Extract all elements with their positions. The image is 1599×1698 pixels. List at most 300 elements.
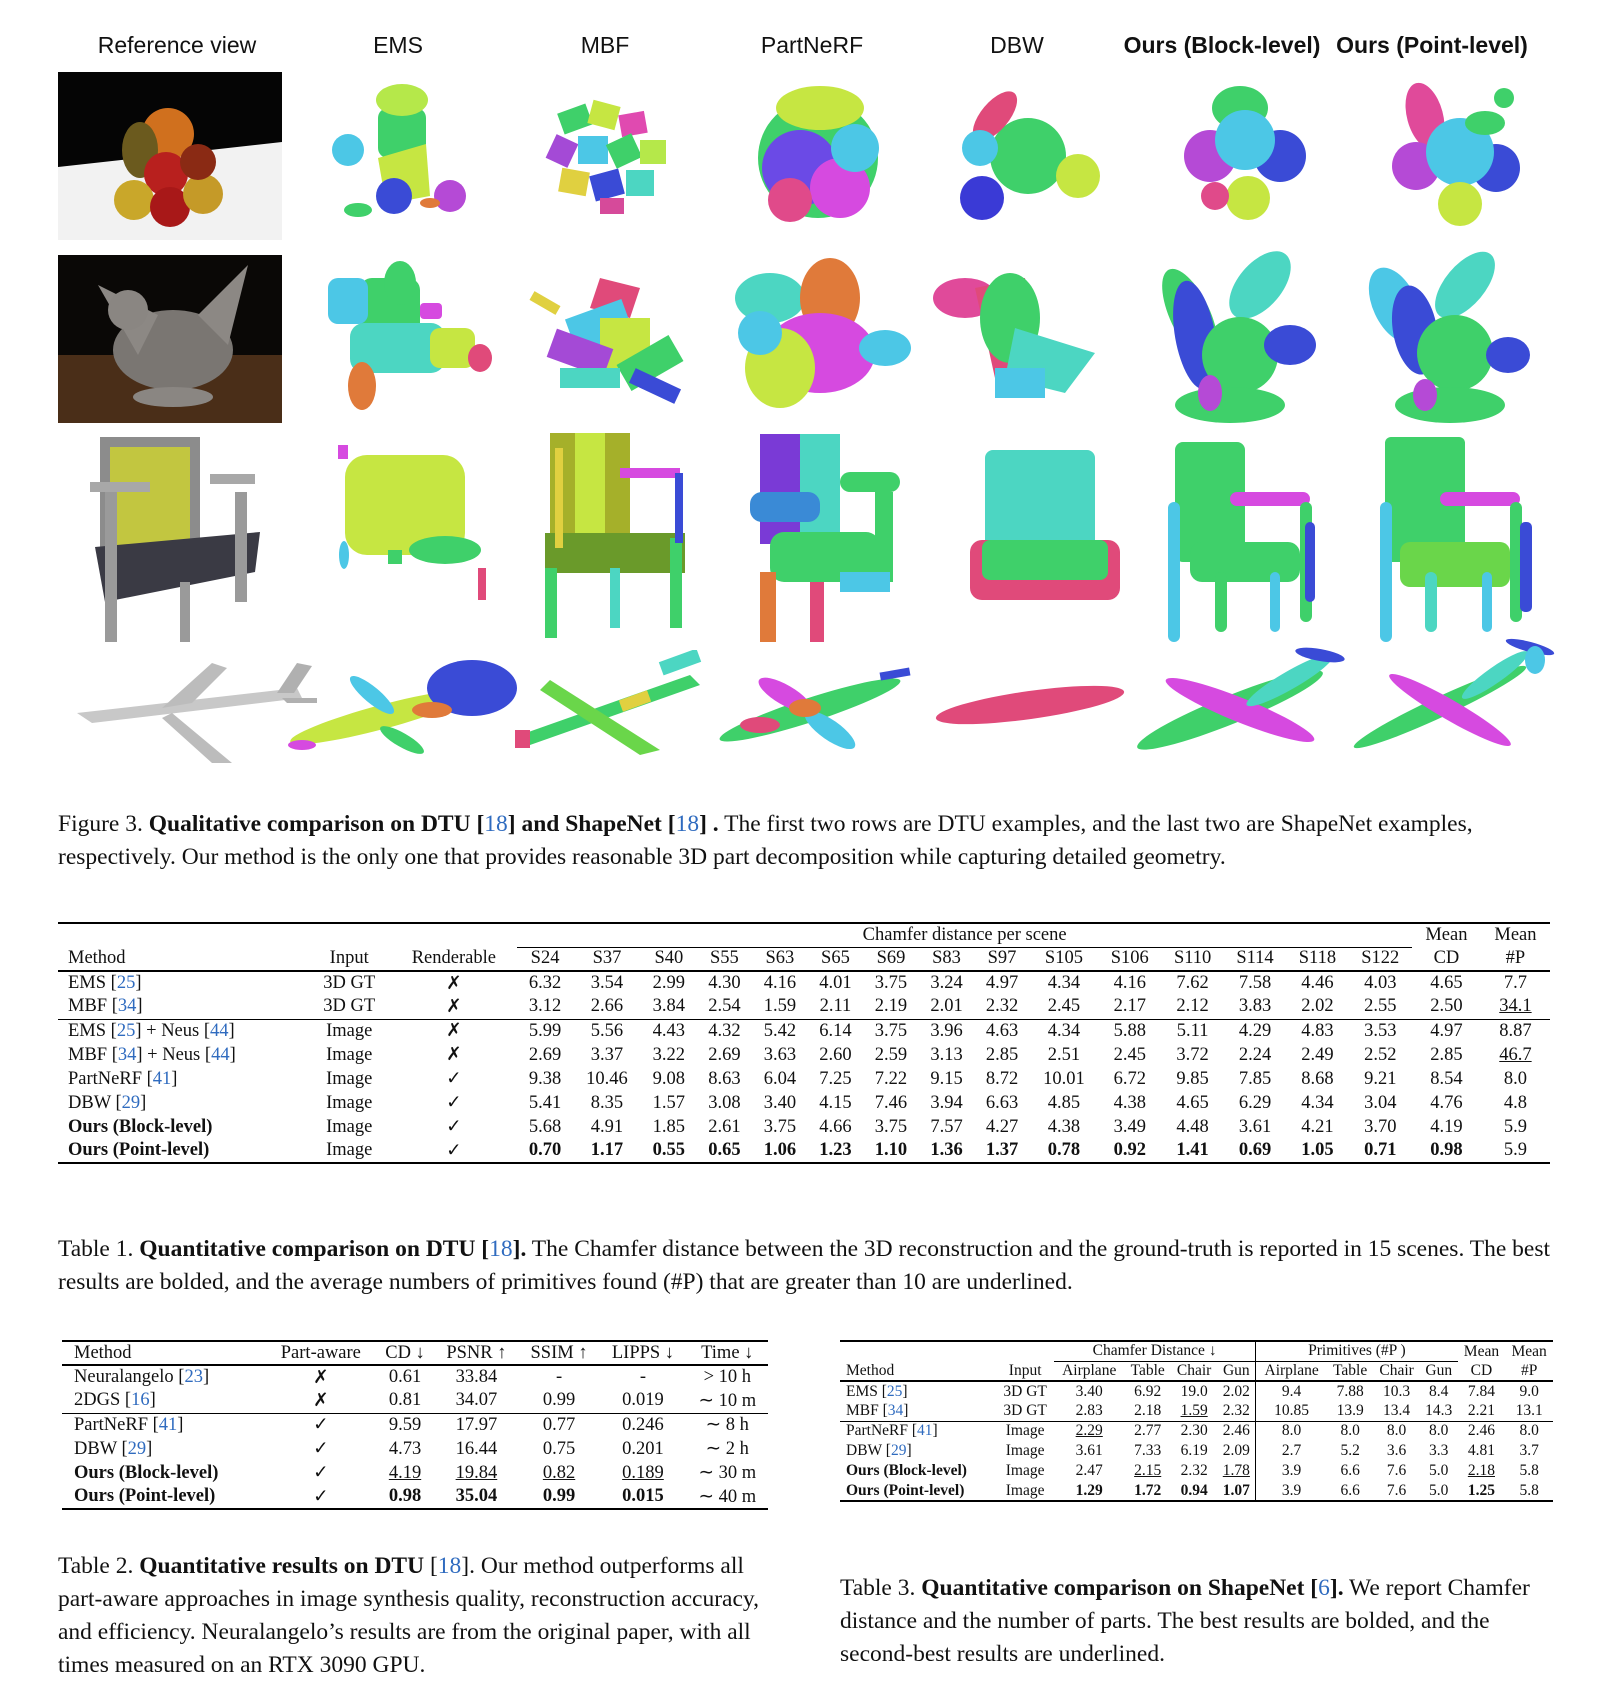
value-cell: 1.37 [985, 1140, 1019, 1160]
value-cell: 10.3 [1383, 1382, 1411, 1400]
value-cell: 2.50 [1430, 996, 1463, 1017]
value-cell: 4.38 [1113, 1092, 1146, 1113]
table-3 [840, 1340, 1553, 1502]
value-cell: 2.02 [1222, 1382, 1250, 1400]
group-header: Chamfer Distance ↓ [1054, 1341, 1256, 1361]
column-header: Method [846, 1361, 895, 1379]
column-header: #P [1520, 1361, 1538, 1379]
value-cell: ∼ 30 m [698, 1463, 757, 1483]
table-row [840, 1421, 1553, 1441]
method-name: MBF [846, 1401, 879, 1419]
dbw-airplane-render [930, 670, 1130, 740]
method-suffix: + Neus [141, 1020, 204, 1041]
citation-link[interactable]: 44 [210, 1020, 229, 1041]
column-header: S97 [987, 948, 1017, 969]
value-cell: 2.61 [708, 1116, 741, 1137]
value-cell: 0.78 [1047, 1140, 1081, 1160]
value-cell: 4.34 [1047, 973, 1081, 993]
value-cell: 2.02 [1301, 996, 1334, 1017]
value-cell: 2.17 [1113, 996, 1146, 1017]
value-cell: 16.44 [455, 1438, 498, 1459]
value-cell: 4.27 [985, 1116, 1019, 1137]
value-cell: 3.70 [1364, 1116, 1397, 1137]
value-cell: 13.4 [1383, 1401, 1411, 1419]
value-cell: 2.52 [1364, 1044, 1397, 1065]
value-cell: 2.49 [1301, 1044, 1334, 1065]
method-name: DBW [74, 1438, 117, 1459]
value-cell: 1.05 [1301, 1140, 1334, 1160]
table-row [62, 1413, 768, 1437]
citation-link[interactable]: 18 [675, 811, 700, 837]
value-cell: 8.35 [590, 1092, 624, 1113]
column-header: Input [1008, 1361, 1042, 1379]
input-cell: Image [326, 1020, 373, 1041]
mean-header: Mean [1425, 925, 1468, 945]
part-aware-cell: ✓ [313, 1486, 329, 1507]
value-cell: 0.98 [388, 1486, 422, 1506]
method-name: EMS [68, 973, 107, 993]
value-cell: 8.54 [1430, 1068, 1463, 1089]
value-cell: 3.13 [930, 1044, 963, 1065]
value-cell: 2.7 [1256, 1441, 1327, 1461]
reference-image-bird [58, 255, 282, 423]
value-cell: 6.04 [763, 1068, 797, 1089]
citation-link[interactable]: 34 [117, 1044, 137, 1065]
table-3-caption [840, 1572, 1562, 1671]
input-cell: Image [1005, 1422, 1045, 1440]
value-cell: 5.99 [528, 1020, 562, 1041]
value-cell: 4.65 [1430, 973, 1463, 993]
value-cell: 0.77 [542, 1414, 576, 1435]
value-cell: 10.46 [586, 1068, 628, 1089]
value-cell: 19.84 [455, 1462, 498, 1483]
column-header: PSNR ↑ [446, 1342, 507, 1363]
ours-point-bird-render [1340, 245, 1540, 430]
renderable-cell: ✓ [446, 1140, 462, 1161]
value-cell: 5.9 [1503, 1116, 1527, 1137]
input-cell: Image [326, 1140, 373, 1160]
column-header: Table [1130, 1361, 1165, 1379]
ems-chair-render [330, 440, 490, 610]
input-cell: Image [326, 1044, 373, 1065]
mbf-airplane-render [510, 650, 720, 755]
table-row [58, 995, 1550, 1019]
citation-link[interactable]: 16 [131, 1390, 150, 1411]
value-cell: 34.07 [455, 1390, 498, 1411]
value-cell: 0.98 [1430, 1140, 1463, 1160]
ours-block-airplane-render [1130, 640, 1350, 755]
caption-text: The first two rows are DTU examples, and the last two are ShapeNet examples, respectively. Our method is the only one that provides reasonable 3D part decomposition while capturing detailed geometry. [58, 811, 1473, 870]
value-cell: 6.19 [1180, 1442, 1208, 1459]
mean-header: Mean [1463, 1342, 1500, 1360]
value-cell: 2.11 [819, 996, 852, 1017]
caption-text: . Our method outperforms all part-aware approaches in image synthesis quality, reconstruction accuracy, and efficiency. Neuralangelo’s results are from the original paper, with all times measured on an RTX 3090 GPU. [58, 1553, 760, 1678]
value-cell: 2.24 [1238, 1044, 1272, 1065]
value-cell: 6.6 [1340, 1481, 1360, 1499]
ems-fruit-render [320, 78, 470, 228]
value-cell: 2.46 [1467, 1422, 1495, 1440]
value-cell: 0.81 [388, 1390, 422, 1411]
column-header: S24 [530, 948, 560, 969]
value-cell: 4.32 [708, 1020, 741, 1041]
table-row [840, 1381, 1553, 1401]
dbw-bird-render [925, 258, 1125, 423]
column-header: S110 [1173, 948, 1212, 969]
table-row [62, 1437, 768, 1461]
citation-link[interactable]: 18 [484, 811, 508, 837]
value-cell: 8.0 [1386, 1422, 1407, 1440]
value-cell: 3.08 [708, 1092, 741, 1113]
column-header: S106 [1110, 948, 1149, 969]
value-cell: 3.96 [930, 1020, 963, 1041]
value-cell: ∼ 2 h [705, 1439, 749, 1459]
citation-link[interactable]: 29 [890, 1442, 907, 1459]
table-row [62, 1461, 768, 1485]
input-cell: 3D GT [323, 996, 376, 1017]
table-2-caption: Table 2. Quantitative results on DTU [18]. Our method outperforms all part-aware approaches in image synthesis quality, reconstruction accuracy, and efficiency. Neuralangelo’s results are from the original paper, with all times measured on an RTX 3090 GPU. [58, 1553, 760, 1678]
column-header: CD ↓ [385, 1342, 425, 1363]
table-row [62, 1389, 768, 1413]
value-cell: 13.9 [1336, 1401, 1364, 1419]
column-header: S65 [821, 948, 850, 969]
column-header: Airplane [1256, 1361, 1327, 1381]
value-cell: 0.201 [622, 1438, 664, 1459]
method-name: Ours (Block-level) [74, 1462, 219, 1483]
value-cell: 2.01 [930, 996, 963, 1017]
value-cell: 3.72 [1176, 1044, 1209, 1065]
value-cell: 6.32 [528, 973, 562, 993]
caption-bold: Quantitative results on DTU [139, 1553, 425, 1579]
value-cell: - [639, 1367, 647, 1387]
table-row [62, 1485, 768, 1509]
table-row [58, 971, 1550, 995]
method-cell: MBF [34] [68, 996, 143, 1017]
value-cell: 2.54 [708, 996, 741, 1017]
renderable-cell: ✗ [446, 973, 462, 994]
ours-point-fruit-render [1380, 78, 1530, 228]
value-cell: 5.11 [1176, 1020, 1209, 1041]
value-cell: 7.6 [1386, 1481, 1407, 1499]
column-header: CD [1433, 948, 1460, 968]
method-name: Ours (Point-level) [846, 1481, 965, 1499]
value-cell: 8.0 [1256, 1421, 1327, 1441]
citation-link[interactable]: 25 [116, 973, 136, 993]
value-cell: 7.33 [1134, 1442, 1162, 1459]
value-cell: 2.69 [528, 1044, 562, 1065]
value-cell: 3.37 [590, 1044, 624, 1065]
value-cell: 8.0 [1429, 1422, 1449, 1440]
value-cell: 0.94 [1180, 1481, 1208, 1499]
value-cell: 0.61 [388, 1367, 422, 1387]
value-cell: 4.46 [1301, 973, 1334, 993]
value-cell: 46.7 [1499, 1044, 1532, 1065]
method-cell: MBF [34] [846, 1401, 909, 1419]
column-header: S69 [876, 948, 906, 969]
value-cell: 4.48 [1176, 1116, 1209, 1137]
method-name: EMS [68, 1020, 107, 1041]
method-name: MBF [68, 1044, 108, 1065]
value-cell: 5.0 [1429, 1462, 1449, 1479]
value-cell: 7.84 [1467, 1382, 1495, 1400]
input-cell: 3D GT [1003, 1401, 1047, 1419]
value-cell: 0.189 [622, 1462, 664, 1483]
value-cell: 2.09 [1222, 1442, 1250, 1459]
value-cell: 2.46 [1222, 1422, 1250, 1440]
renderable-cell: ✓ [446, 1093, 462, 1113]
value-cell: 7.57 [930, 1116, 963, 1137]
column-header: S118 [1298, 948, 1337, 969]
column-header: Renderable [411, 948, 496, 968]
value-cell: 4.66 [819, 1116, 852, 1137]
input-cell: Image [326, 1092, 373, 1113]
input-cell: Image [326, 1116, 373, 1137]
input-cell: Image [1005, 1442, 1045, 1459]
value-cell: 8.87 [1499, 1020, 1532, 1041]
value-cell: 6.72 [1113, 1068, 1146, 1089]
value-cell: 34.1 [1499, 996, 1532, 1017]
value-cell: 7.62 [1176, 973, 1209, 993]
value-cell: 1.59 [763, 996, 797, 1017]
value-cell: 2.60 [819, 1044, 852, 1065]
method-name: PartNeRF [74, 1414, 148, 1435]
column-header: Time ↓ [701, 1342, 754, 1363]
citation-link[interactable]: 41 [917, 1422, 933, 1440]
citation-link[interactable]: 25 [886, 1382, 903, 1400]
value-cell: 4.91 [590, 1116, 624, 1137]
value-cell: 1.06 [763, 1140, 797, 1160]
value-cell: 0.69 [1238, 1140, 1272, 1160]
value-cell: 2.32 [985, 996, 1019, 1017]
value-cell: ∼ 8 h [705, 1415, 749, 1436]
col-header-mbf: MBF [580, 32, 630, 58]
value-cell: 0.75 [542, 1438, 576, 1459]
value-cell: 5.88 [1113, 1020, 1146, 1041]
input-cell: 3D GT [1003, 1382, 1047, 1400]
value-cell: 3.75 [763, 1116, 797, 1137]
value-cell: 1.72 [1134, 1481, 1162, 1499]
col-header-reference: Reference view [97, 32, 257, 58]
mbf-chair-render [530, 428, 710, 648]
value-cell: 4.01 [819, 973, 852, 993]
column-header: S105 [1044, 948, 1083, 969]
value-cell: 6.92 [1134, 1382, 1162, 1400]
value-cell: 6.63 [985, 1092, 1019, 1113]
value-cell: 6.6 [1340, 1462, 1360, 1479]
column-header: S122 [1361, 948, 1400, 969]
column-header: S83 [932, 948, 961, 969]
input-cell: Image [1005, 1462, 1045, 1479]
citation-link[interactable]: 41 [158, 1414, 178, 1435]
value-cell: 2.32 [1180, 1462, 1208, 1479]
value-cell: 3.84 [652, 996, 686, 1017]
value-cell: 0.99 [542, 1390, 576, 1411]
input-cell: 3D GT [323, 973, 376, 993]
value-cell: 4.21 [1301, 1116, 1334, 1137]
citation-link[interactable]: 41 [152, 1068, 172, 1089]
value-cell: 4.83 [1301, 1020, 1334, 1041]
value-cell: 14.3 [1425, 1401, 1453, 1419]
value-cell: 5.56 [590, 1020, 624, 1041]
value-cell: 1.57 [652, 1092, 686, 1113]
method-name: EMS [846, 1382, 878, 1400]
method-name: Ours (Point-level) [68, 1140, 210, 1160]
value-cell: 1.23 [819, 1140, 852, 1160]
value-cell: 2.15 [1134, 1462, 1162, 1479]
citation-link[interactable]: 29 [127, 1438, 147, 1459]
renderable-cell: ✗ [446, 996, 462, 1017]
value-cell: 7.7 [1503, 973, 1527, 993]
mbf-fruit-render [530, 78, 680, 228]
caption-bold: Quantitative comparison on DTU [ [139, 1236, 490, 1262]
value-cell: 2.47 [1075, 1462, 1103, 1479]
ems-airplane-render [282, 655, 522, 755]
method-name: PartNeRF [846, 1422, 908, 1440]
caption-label: Table 3. [840, 1575, 916, 1601]
method-cell: MBF [34] + Neus [44] [68, 1044, 236, 1065]
value-cell: 2.29 [1075, 1422, 1103, 1440]
value-cell: 3.7 [1519, 1442, 1539, 1459]
citation-link[interactable]: 25 [116, 1020, 136, 1041]
value-cell: 4.03 [1364, 973, 1397, 993]
citation-link[interactable]: 23 [184, 1367, 203, 1387]
value-cell: 4.85 [1047, 1092, 1081, 1113]
column-header: Gun [1222, 1361, 1250, 1379]
value-cell: 0.92 [1113, 1140, 1146, 1160]
value-cell: 4.19 [388, 1462, 422, 1483]
citation-link[interactable]: 18 [489, 1236, 513, 1262]
method-cell: PartNeRF [41] [74, 1414, 184, 1435]
ours-block-bird-render [1130, 245, 1330, 430]
value-cell: 2.32 [1222, 1401, 1250, 1419]
caption-bold: ] . [699, 811, 719, 837]
value-cell: 6.14 [819, 1020, 852, 1041]
method-name: Ours (Block-level) [846, 1462, 967, 1479]
part-aware-cell: ✓ [313, 1463, 329, 1483]
value-cell: 5.41 [528, 1092, 562, 1113]
dbw-fruit-render [950, 78, 1100, 228]
input-cell: Image [326, 1068, 373, 1089]
column-header: S37 [592, 948, 622, 969]
value-cell: 2.66 [590, 996, 624, 1017]
citation-link[interactable]: 34 [887, 1401, 904, 1419]
table-row [840, 1441, 1553, 1461]
value-cell: 4.97 [985, 973, 1019, 993]
citation-link[interactable]: 29 [121, 1092, 141, 1113]
value-cell: 0.015 [622, 1486, 664, 1506]
value-cell: 7.58 [1238, 973, 1272, 993]
value-cell: 3.49 [1113, 1116, 1146, 1137]
method-name: DBW [68, 1092, 111, 1113]
method-cell: EMS [25] + Neus [44] [68, 1020, 235, 1041]
value-cell: 4.8 [1503, 1092, 1527, 1113]
value-cell: 4.81 [1467, 1442, 1495, 1459]
value-cell: 1.36 [930, 1140, 963, 1160]
value-cell: 2.21 [1467, 1401, 1495, 1419]
value-cell: 2.77 [1134, 1422, 1162, 1440]
value-cell: 1.78 [1222, 1462, 1250, 1479]
input-cell: Image [1005, 1481, 1045, 1499]
caption-bold: ]. [512, 1236, 527, 1262]
ems-bird-render [320, 258, 510, 423]
value-cell: 10.85 [1256, 1401, 1327, 1421]
value-cell: 7.22 [874, 1068, 908, 1089]
table-row [58, 1091, 1550, 1115]
table-1 [58, 922, 1550, 1164]
method-cell: EMS [25] [68, 973, 142, 993]
value-cell: 0.55 [652, 1140, 686, 1160]
caption-label: Table 1. [58, 1236, 134, 1262]
column-header: Input [329, 948, 369, 968]
method-cell: DBW [29] [74, 1438, 153, 1459]
table-row [58, 1115, 1550, 1139]
value-cell: 3.63 [763, 1044, 797, 1065]
citation-link[interactable]: 18 [437, 1553, 462, 1579]
column-header: #P [1505, 948, 1526, 968]
citation-link[interactable]: 34 [117, 996, 137, 1017]
value-cell: 8.68 [1301, 1068, 1334, 1089]
value-cell: 7.46 [874, 1092, 908, 1113]
value-cell: 0.71 [1364, 1140, 1397, 1160]
value-cell: 3.75 [874, 973, 908, 993]
column-header: Method [68, 948, 126, 968]
method-name: DBW [846, 1442, 882, 1459]
partnerf-chair-render [750, 432, 910, 652]
value-cell: 7.25 [819, 1068, 852, 1089]
method-name: Ours (Block-level) [68, 1116, 213, 1137]
value-cell: 4.63 [985, 1020, 1019, 1041]
value-cell: 3.83 [1238, 996, 1272, 1017]
value-cell: 2.55 [1364, 996, 1397, 1017]
value-cell: 3.75 [874, 1020, 908, 1041]
citation-link[interactable]: 44 [211, 1044, 230, 1065]
caption-bold: Qualitative comparison on DTU [ [148, 811, 485, 837]
column-header: Gun [1425, 1361, 1453, 1379]
value-cell: 2.59 [874, 1044, 908, 1065]
group-header: Primitives (#P ) [1256, 1341, 1458, 1361]
value-cell: 1.85 [652, 1116, 686, 1137]
value-cell: 3.9 [1256, 1461, 1327, 1481]
value-cell: ∼ 40 m [698, 1486, 757, 1507]
value-cell: 3.40 [1075, 1382, 1103, 1400]
citation-link[interactable]: 6 [1318, 1575, 1330, 1601]
value-cell: 19.0 [1180, 1382, 1208, 1400]
part-aware-cell: ✓ [313, 1439, 329, 1459]
value-cell: 9.21 [1364, 1068, 1397, 1089]
value-cell: 3.61 [1238, 1116, 1272, 1137]
mean-header: Mean [1511, 1342, 1547, 1360]
caption-bold: ] and ShapeNet [ [507, 811, 676, 837]
method-name: PartNeRF [68, 1068, 142, 1089]
column-header: SSIM ↑ [530, 1342, 588, 1363]
value-cell: 2.69 [708, 1044, 741, 1065]
method-cell [62, 1461, 266, 1485]
renderable-cell: ✓ [446, 1069, 462, 1089]
value-cell: 2.30 [1180, 1422, 1208, 1440]
method-cell: PartNeRF [41] [846, 1422, 938, 1440]
method-suffix: + Neus [142, 1044, 205, 1065]
col-header-ours-point: Ours (Point-level) [1336, 32, 1528, 58]
caption-text: We report Chamfer distance and the number of parts. The best results are bolded, and the second-best results are underlined. [840, 1575, 1530, 1667]
value-cell: 2.99 [652, 973, 686, 993]
value-cell: 2.45 [1047, 996, 1081, 1017]
table-row [58, 1067, 1550, 1091]
value-cell: 9.08 [652, 1068, 686, 1089]
mbf-bird-render [510, 258, 710, 423]
method-cell [62, 1485, 266, 1509]
method-name: Neuralangelo [74, 1367, 174, 1387]
part-aware-cell: ✗ [313, 1367, 329, 1388]
value-cell: 4.19 [1430, 1116, 1463, 1137]
